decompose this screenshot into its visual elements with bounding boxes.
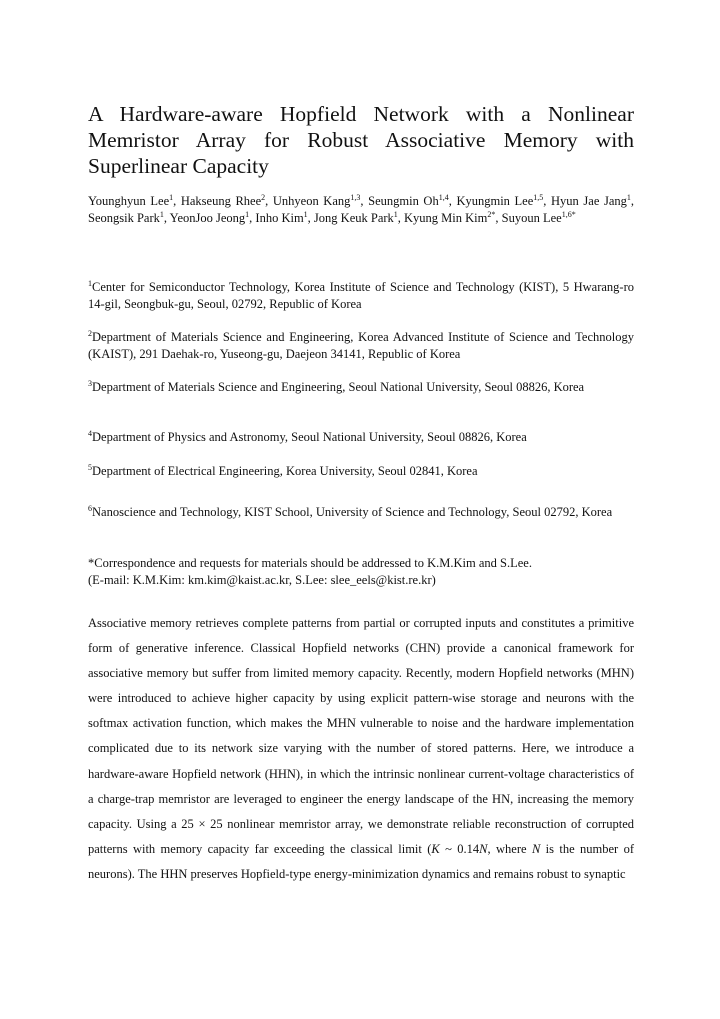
affiliation-5: $^5$Department of Electrical Engineering, Korea University, Seoul 02841, Korea (88, 462, 478, 478)
affiliation-1: $^1$Center for Semiconductor Technology, Korea Institute of Science and Technology (KIST), 5 Hwarang-ro 14-gil, Seongbuk-gu, Seoul, 02792, Republic of Korea (88, 278, 634, 311)
abstract-paragraph: Associative memory retrieves complete patterns from partial or corrupted inputs and constitutes a primitive form of generative inference. Classical Hopfield networks (CHN) provide a canonical framework for associative memory but suffer from limited memory capacity. Recently, modern Hopfield networks (MHN) were introduced to achieve higher capacity by using explicit pattern-wise storage and neurons with the softmax activation function, which makes the MHN vulnerable to noise and the hardware implementation complicated due to its network size varying with the number of stored patterns. Here, we introduce a hardware-aware Hopfield network (HHN), in which the intrinsic nonlinear current-voltage characteristics of a charge-trap memristor are leveraged to engineer the energy landscape of the HN, increasing the memory capacity. Using a 25 × 25 nonlinear memristor array, we demonstrate reliable reconstruction of corrupted patterns with memory capacity far exceeding the classical limit (K ~ 0.14N, where N is the number of neurons). The HHN preserves Hopfield-type energy-minimization dynamics and remains robust to synaptic (88, 616, 634, 881)
author: Kyung Min Kim$^{2*}$, (404, 209, 502, 225)
paper-title: A Hardware-aware Hopfield Network with a Nonlinear Memristor Array for Robust Associative Memory with Superlinear Capacity (88, 102, 634, 178)
affiliation-3: $^3$Department of Materials Science and Engineering, Seoul National University, Seoul 08826, Korea (88, 378, 585, 394)
correspondence-email: (E-mail: K.M.Kim: km.kim@kaist.ac.kr, S.Lee: slee_eels@kist.re.kr) (88, 572, 436, 587)
author: Hakseung Rhee$^2$, (180, 192, 273, 208)
author: Unhyeon Kang$^{1,3}$, (272, 192, 369, 208)
correspondence-line: *Correspondence and requests for materials should be addressed to K.M.Kim and S.Lee. (88, 556, 532, 570)
author: Hyun Jae Jang$^1$, (551, 192, 635, 208)
author: Kyungmin Lee$^{1,5}$, (456, 192, 552, 208)
correspondence (88, 555, 634, 588)
author: Inho Kim$^1$, (255, 209, 314, 225)
affiliation-2: $^2$Department of Materials Science and Engineering, Korea Advanced Institute of Science and Technology (KAIST), 291 Daehak-ro, Yuseong-gu, Daejeon 34141, Republic of Korea (88, 328, 634, 361)
affiliation-4: $^4$Department of Physics and Astronomy, Seoul National University, Seoul 08826, Korea (88, 428, 527, 444)
author: Jong Keuk Park$^1$, (313, 209, 405, 225)
author: Suyoun Lee$^{1,6*}$ (501, 209, 576, 225)
author: YeonJoo Jeong$^1$, (169, 209, 256, 225)
author: Younghyun Lee$^1$, (88, 192, 181, 208)
affiliation-6: $^6$Nanoscience and Technology, KIST School, University of Science and Technology, Seoul 02792, Korea (88, 503, 613, 519)
author-list (88, 193, 634, 227)
author: Seongsik Park$^1$, (88, 209, 170, 225)
author: Seungmin Oh$^{1,4}$, (368, 192, 457, 208)
